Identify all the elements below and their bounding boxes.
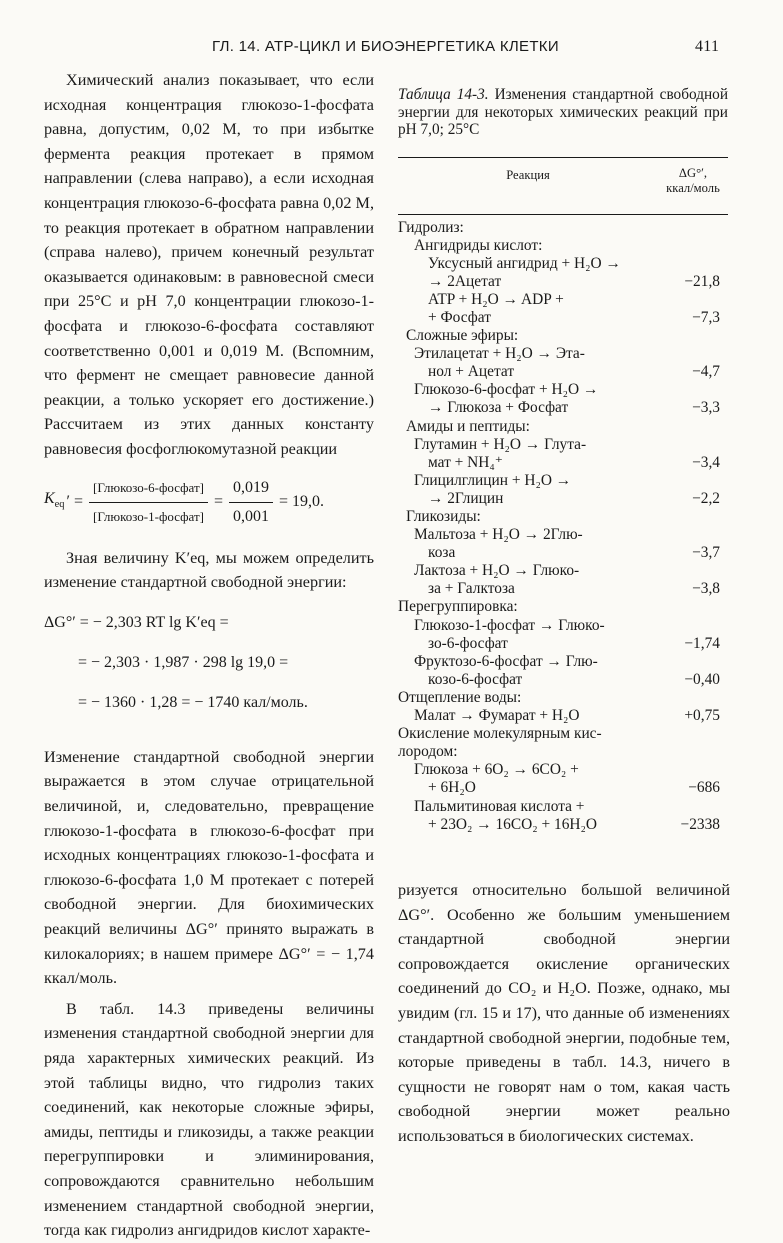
value-fraction: [229, 476, 273, 530]
reaction-text: Малат → Фумарат + H₂O: [414, 707, 580, 725]
reaction-text: → 2Глицин: [428, 489, 504, 507]
paragraph-2: Зная величину K′eq, мы можем определить изменение стандартной свободной энергии:: [44, 548, 374, 592]
table-caption-text: Изменения стандартной свободной энергии для некоторых химических реакций при рН 7,0; 25°С: [398, 86, 729, 138]
delta-g-value: −3,7: [692, 544, 720, 562]
table-row: [398, 653, 728, 671]
column-header-delta-g: ΔG°′, ккал/моль: [666, 165, 720, 195]
column-header-reaction: Реакция: [506, 167, 550, 182]
table-row: [398, 635, 728, 653]
delta-g-value: −3,3: [692, 399, 720, 417]
page-number: 411: [695, 38, 720, 55]
reaction-text: Уксусный ангидрид + H₂O →: [428, 254, 621, 272]
delta-g-value: −2,2: [692, 489, 720, 507]
reaction-text: Глюкозо-1-фосфат → Глюко-: [414, 616, 605, 634]
delta-g-value: −3,4: [692, 453, 720, 471]
concentration-fraction: [89, 476, 208, 530]
paragraph-5: ризуется относительно большой величиной ΔG°′. Особенно же большим уменьшением стандартной свободной энергии сопровождается окисление органических соединений до CO₂ и H₂O. Позже, однако, мы увидим (гл. 15 и 17), что данные об изменениях стандартной свободной энергии, подобные тем, которые приведены в табл. 14.3, ничего в сущности не говорят нам о том, какая часть свободной энергии может реально использоваться в биологических системах.: [398, 881, 730, 1145]
table-row: [398, 309, 728, 327]
reaction-text: Отщепление воды:: [398, 688, 522, 706]
equation-line-3: = − 1360 · 1,28 = − 1740 кал/моль.: [78, 693, 308, 711]
reaction-text: лородом:: [398, 743, 458, 761]
reaction-text: Гликозиды:: [406, 508, 481, 525]
reaction-text: ATP + H₂O → ADP +: [428, 290, 564, 308]
reaction-text: мат + NH₄⁺: [428, 453, 503, 471]
table-row: [398, 725, 728, 743]
table-row: [398, 761, 728, 779]
delta-g-value: −2338: [680, 815, 720, 833]
reaction-text: Окисление молекулярным кис-: [398, 725, 602, 743]
table-row: [398, 544, 728, 562]
reaction-text: Сложные эфиры:: [406, 327, 519, 345]
right-column-text: [398, 878, 730, 1149]
reaction-text: нол + Ацетат: [428, 363, 515, 381]
delta-g-value: +0,75: [684, 707, 720, 725]
keq-formula: [44, 476, 374, 530]
delta-g-value: −0,40: [684, 670, 720, 688]
reaction-text: коза: [428, 544, 456, 562]
reaction-text: Лактоза + H₂O → Глюко-: [414, 562, 580, 580]
delta-g-value: −686: [688, 779, 720, 797]
table-caption: [398, 86, 728, 139]
delta-g-value: −1,74: [684, 634, 720, 652]
table-row: [398, 381, 728, 399]
reaction-text: Глутамин + H₂O → Глута-: [414, 435, 587, 453]
table-header: [398, 158, 728, 214]
table-row: [398, 580, 728, 598]
table-row: [398, 779, 728, 797]
paragraph-1: Химический анализ показывает, что если исходная концентрация глюкозо-1-фосфата равна, допустим, 0,02 М, то при избытке фермента реакция протекает в прямом направлении (слева направо), а если исходная концентрация глюкозо-6-фосфата равна 0,02 М, то реакция протекает в обратном направлении (справа налево), причем конечный результат оказывается одинаковым: в равновесной смеси при 25°С и рН 7,0 концентрации глюкозо-1-фосфата и глюкозо-6-фосфата составляют соответственно 0,001 и 0,019 М. (Вспомним, что фермент не смещает равновесие данной реакции, а только ускоряет его достижение.) Рассчитаем из этих данных константу равновесия фосфоглюкомутазной реакции: [44, 71, 374, 458]
reaction-text: Глюкоза + 6O₂ → 6CO₂ +: [414, 761, 579, 779]
table-row: [398, 671, 728, 689]
reaction-text: зо-6-фосфат: [428, 634, 508, 652]
reaction-text: Перегруппировка:: [398, 598, 518, 616]
fraction-numerator: [Глюкозо-6-фосфат]: [89, 476, 208, 504]
paragraph-4: В табл. 14.3 приведены величины изменения стандартной свободной энергии для ряда характерных химических реакций. Из этой таблицы видно, что гидролиз таких соединений, как некоторые сложные эфиры, амиды, пептиды и гликозиды, а также реакции перегруппировки и элиминирования, сопровождаются сравнительно небольшим изменением стандартной свободной энергии, тогда как гидролиз ангидридов кислот характе-: [44, 999, 374, 1240]
delta-g-value: −7,3: [692, 308, 720, 326]
delta-g-calculation: [44, 603, 374, 723]
table-row: [398, 273, 728, 291]
reaction-text: Пальмитиновая кислота +: [414, 797, 585, 815]
table-row: [398, 707, 728, 725]
table-row: [398, 363, 728, 381]
keq-result: = 19,0.: [279, 493, 325, 511]
table-row: [398, 219, 728, 237]
table-header-rule: [398, 214, 728, 215]
table-body: [398, 219, 728, 834]
reaction-text: Глицилглицин + H₂O →: [414, 471, 572, 489]
equation-line-2: = − 2,303 · 1,987 · 298 lg 19,0 =: [78, 653, 289, 671]
reaction-text: + 6H₂O: [428, 779, 476, 797]
reaction-text: Глюкозо-6-фосфат + H₂O →: [414, 381, 599, 399]
table-row: [398, 490, 728, 508]
table-row: [398, 743, 728, 761]
delta-g-value: −3,8: [692, 580, 720, 598]
left-column: [44, 68, 374, 1243]
reaction-text: Ангидриды кислот:: [414, 236, 543, 254]
reaction-text: за + Галктоза: [428, 580, 515, 598]
chapter-title: ГЛ. 14. АТР-ЦИКЛ И БИОЭНЕРГЕТИКА КЛЕТКИ: [212, 38, 559, 55]
table-row: [398, 472, 728, 490]
equation-line-1: ΔG°′ = − 2,303 RT lg K′eq =: [44, 613, 229, 631]
reaction-text: → Глюкоза + Фосфат: [428, 399, 569, 417]
reaction-text: → 2Ацетат: [428, 272, 502, 290]
running-header: [0, 38, 783, 58]
table-row: [398, 255, 728, 273]
keq-symbol: $K_{eq}$: [44, 490, 65, 511]
value-numerator: 0,019: [229, 476, 273, 504]
fraction-denominator: [Глюкозо-1-фосфат]: [93, 509, 204, 525]
reaction-text: Фруктозо-6-фосфат → Глю-: [414, 652, 598, 670]
paragraph-3: Изменение стандартной свободной энергии выражается в этом случае отрицательной величиной, и, следовательно, превращение глюкозо-1-фосфата в глюкозо-6-фосфат при исходных концентрациях глюкозо-1-фосфата и глюкозо-6-фосфата 1,0 М протекает с потерей свободной энергии. Для биохимических реакций величины ΔG°′ принято выражать в килокалориях; в нашем примере ΔG°′ = − 1,74 ккал/моль.: [44, 747, 374, 988]
table-block: [398, 86, 728, 834]
equals-sign: =: [214, 493, 224, 511]
reaction-text: + 23O₂ → 16CO₂ + 16H₂O: [428, 815, 597, 833]
reaction-text: Амиды и пептиды:: [406, 417, 530, 435]
table-caption-label: Таблица 14-3.: [398, 86, 489, 103]
keq-prime: ′ =: [66, 493, 84, 511]
table-row: [398, 237, 728, 255]
table-row: [398, 562, 728, 580]
reaction-text: + Фосфат: [428, 308, 491, 326]
table-row: [398, 526, 728, 544]
table-row: [398, 327, 728, 345]
table-row: [398, 436, 728, 454]
table-row: [398, 418, 728, 436]
table-row: [398, 345, 728, 363]
reaction-text: козо-6-фосфат: [428, 670, 523, 688]
table-row: [398, 508, 728, 526]
table-row: [398, 816, 728, 834]
table-row: [398, 598, 728, 616]
reaction-text: Гидролиз:: [398, 218, 464, 236]
value-denominator: 0,001: [233, 508, 270, 526]
table-row: [398, 689, 728, 707]
table-row: [398, 617, 728, 635]
reaction-text: Мальтоза + H₂O → 2Глю-: [414, 526, 583, 544]
reaction-text: Этилацетат + H₂O → Эта-: [414, 345, 585, 363]
delta-g-value: −4,7: [692, 363, 720, 381]
table-row: [398, 454, 728, 472]
table-row: [398, 798, 728, 816]
delta-g-value: −21,8: [684, 272, 720, 290]
table-row: [398, 291, 728, 309]
table-row: [398, 399, 728, 417]
